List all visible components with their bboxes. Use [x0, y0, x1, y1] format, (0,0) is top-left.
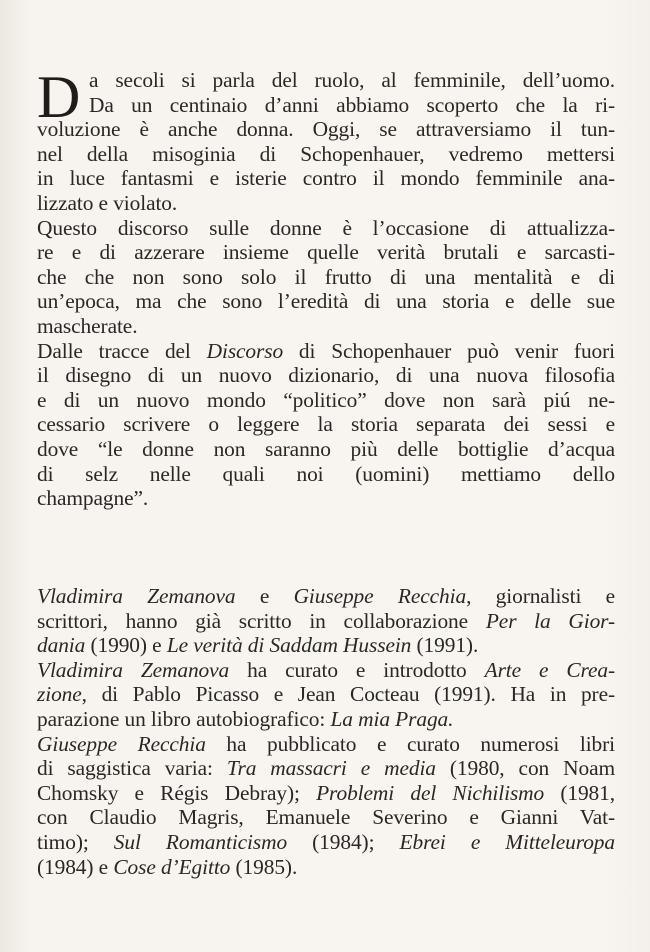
text-line: in luce fantasmi e isterie contro il mondo femminile ana- [37, 166, 615, 191]
book-title: Per la Gior- [485, 608, 615, 633]
book-title: Sul Romanticismo [113, 829, 288, 854]
text-line [37, 339, 615, 364]
book-title: Ebrei e Mitteleuropa [399, 829, 615, 854]
text-run: parazione un libro autobiografico: [37, 706, 331, 731]
text-run: di saggistica varia: [37, 756, 227, 781]
text-line: un’epoca, ma che sono l’eredità di una storia e delle sue [37, 289, 615, 314]
text-run: ha pubblicato e curato numerosi libri [205, 731, 615, 756]
text-run: , di Pablo Picasso e Jean Cocteau (1991). Ha in pre- [81, 682, 615, 707]
author-name: Giuseppe Recchia [293, 584, 467, 608]
text-run: timo); [37, 829, 114, 854]
italic-title: Discorso [206, 338, 284, 363]
text-run: (1981, [544, 780, 615, 805]
text-line: di selz nelle quali noi (uomini) mettiamo dello [37, 461, 615, 486]
text-line: cessario scrivere o leggere la storia separata dei sessi e [37, 412, 615, 437]
book-title: Cose d’Egitto [113, 854, 231, 879]
text-line [37, 682, 615, 707]
book-title: La mia Praga. [330, 706, 454, 731]
text-line [37, 658, 615, 683]
text-run: scrittori, hanno già scritto in collaborazione [37, 608, 486, 633]
text-line: il disegno di un nuovo dizionario, di una nuova filosofia [37, 363, 615, 388]
text-run: ha curato e introdotto [229, 657, 485, 682]
book-title: dania [37, 633, 86, 658]
text-line: che che non sono solo il frutto di una mentalità e di [37, 264, 615, 289]
author-bio [37, 584, 615, 879]
text-run: e [235, 584, 294, 608]
text-line: Da un centinaio d’anni abbiamo scoperto che la ri- [89, 92, 615, 117]
text-line: e di un nuovo mondo “politico” dove non sarà piú ne- [37, 387, 615, 412]
text-line: con Claudio Magris, Emanuele Severino e Gianni Vat- [37, 805, 615, 830]
text-line [37, 830, 615, 855]
text-line: nel della misoginia di Schopenhauer, vedremo mettersi [37, 141, 615, 166]
book-title: Arte e Crea- [484, 657, 615, 682]
text-line: mascherate. [37, 313, 138, 338]
text-line [37, 584, 615, 609]
text-line [37, 756, 615, 781]
book-title: Problemi del Nichilismo [316, 780, 545, 805]
book-title: Tra massacri e media [226, 756, 436, 781]
text-line: lizzato e violato. [37, 190, 178, 215]
author-name: Vladimira Zemanova [37, 657, 230, 682]
text-run: Dalle tracce del [37, 338, 207, 363]
book-title: Le verità di Saddam Hussein [166, 633, 412, 658]
author-name: Giuseppe Recchia [37, 731, 206, 756]
text-run: (1985). [230, 854, 298, 879]
text-line: champagne”. [37, 486, 149, 511]
text-line [37, 707, 615, 732]
text-run: , giornalisti e [466, 584, 616, 608]
text-line: voluzione è anche donna. Oggi, se attraversiamo il tun- [37, 117, 615, 142]
text-line [37, 732, 615, 757]
book-title: zione [37, 682, 82, 707]
text-run: di Schopenhauer può venir fuori [283, 338, 615, 363]
text-line: Questo discorso sulle donne è l’occasione di attualizza- [37, 215, 615, 240]
text-run: (1980, con Noam [435, 756, 615, 781]
text-line [37, 609, 615, 634]
text-run: (1984) e [37, 854, 114, 879]
text-run: (1984); [287, 829, 400, 854]
text-line: a secoli si parla del ruolo, al femminile, dell’uomo. [89, 68, 615, 92]
author-name: Vladimira Zemanova [37, 584, 236, 608]
blurb-text [37, 64, 615, 511]
text-run: (1991). [411, 633, 479, 658]
text-run: Chomsky e Régis Debray); [37, 780, 317, 805]
text-line [37, 781, 615, 806]
text-line: dove “le donne non saranno più delle bottiglie d’acqua [37, 436, 615, 461]
text-line: re e di azzerare insieme quelle verità brutali e sarcasti- [37, 240, 615, 265]
text-line [37, 633, 615, 658]
drop-cap: D [37, 64, 81, 130]
text-line [37, 855, 615, 880]
text-run: (1990) e [85, 633, 167, 658]
